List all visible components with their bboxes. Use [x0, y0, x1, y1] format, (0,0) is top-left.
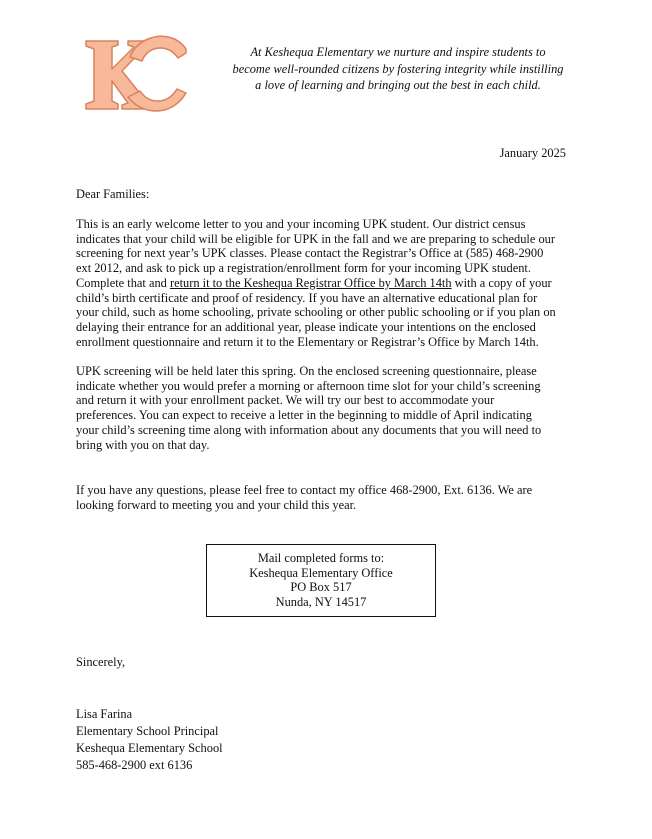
closing: Sincerely, [76, 655, 126, 669]
text-line: bring with you on that day. [76, 437, 210, 452]
school-motto [212, 44, 584, 94]
text-line: delaying their entrance for an additional year, please indicate your intentions on the enclosed [76, 319, 536, 334]
mail-box-city: Nunda, NY 14517 [275, 595, 367, 610]
text-segment: Complete that and [76, 275, 170, 290]
paragraph-screening [76, 364, 576, 452]
paragraph-welcome [76, 217, 576, 349]
motto-line: become well-rounded citizens by fostering integrity while instilling [232, 61, 564, 76]
salutation: Dear Families: [76, 187, 150, 201]
text-line [76, 276, 576, 291]
signer-name: Lisa Farina [76, 707, 133, 721]
text-line: indicates that your child will be eligible for UPK in the fall and we are preparing to schedule our [76, 231, 555, 246]
text-line: This is an early welcome letter to you and your incoming UPK student. Our district census [76, 217, 526, 231]
text-line: preferences. You can expect to receive a letter in the beginning to middle of April indicating [76, 408, 532, 423]
signer-title: Elementary School Principal [76, 724, 219, 738]
mail-box-heading: Mail completed forms to: [257, 551, 385, 565]
text-line: screening for next year’s UPK classes. Please contact the Registrar’s Office at (585) 468-2900 [76, 246, 544, 261]
text-line: indicate whether you would prefer a morning or afternoon time slot for your child’s screening [76, 378, 541, 393]
text-line: If you have any questions, please feel free to contact my office 468-2900, Ext. 6136. We are [76, 483, 533, 497]
signature-block [76, 706, 223, 774]
school-logo [82, 31, 190, 115]
mail-box-office: Keshequa Elementary Office [249, 565, 393, 580]
paragraph-contact [76, 483, 576, 512]
signer-school: Keshequa Elementary School [76, 741, 223, 755]
deadline-underlined: return it to the Keshequa Registrar Office by March 14th [169, 275, 452, 290]
signer-phone: 585-468-2900 ext 6136 [76, 758, 193, 772]
motto-line: a love of learning and bringing out the best in each child. [255, 78, 541, 92]
motto-line: At Keshequa Elementary we nurture and inspire students to [250, 45, 546, 59]
mail-box-po: PO Box 517 [290, 580, 352, 595]
mailing-address-box [206, 544, 436, 617]
text-line: UPK screening will be held later this spring. On the enclosed screening questionnaire, please [76, 364, 537, 378]
text-line: your child, such as home schooling, private schooling or other public schooling or if you plan on [76, 305, 556, 320]
text-line: looking forward to meeting you and your child this year. [76, 497, 357, 512]
letter-date: January 2025 [499, 146, 566, 160]
text-line: enrollment questionnaire and return it to the Elementary or Registrar’s Office by March 14th. [76, 334, 539, 349]
logo-letter-c [128, 36, 186, 111]
text-line: ext 2012, and ask to pick up a registration/enrollment form for your incoming UPK student. [76, 261, 531, 276]
text-line: your child’s screening time along with information about any documents that you will need to [76, 422, 542, 437]
text-segment: with a copy of your [451, 275, 552, 290]
text-line: child’s birth certificate and proof of residency. If you have an alternative educational plan for [76, 290, 538, 305]
text-line: and return it with your enrollment packet. We will try our best to accommodate your [76, 393, 495, 408]
